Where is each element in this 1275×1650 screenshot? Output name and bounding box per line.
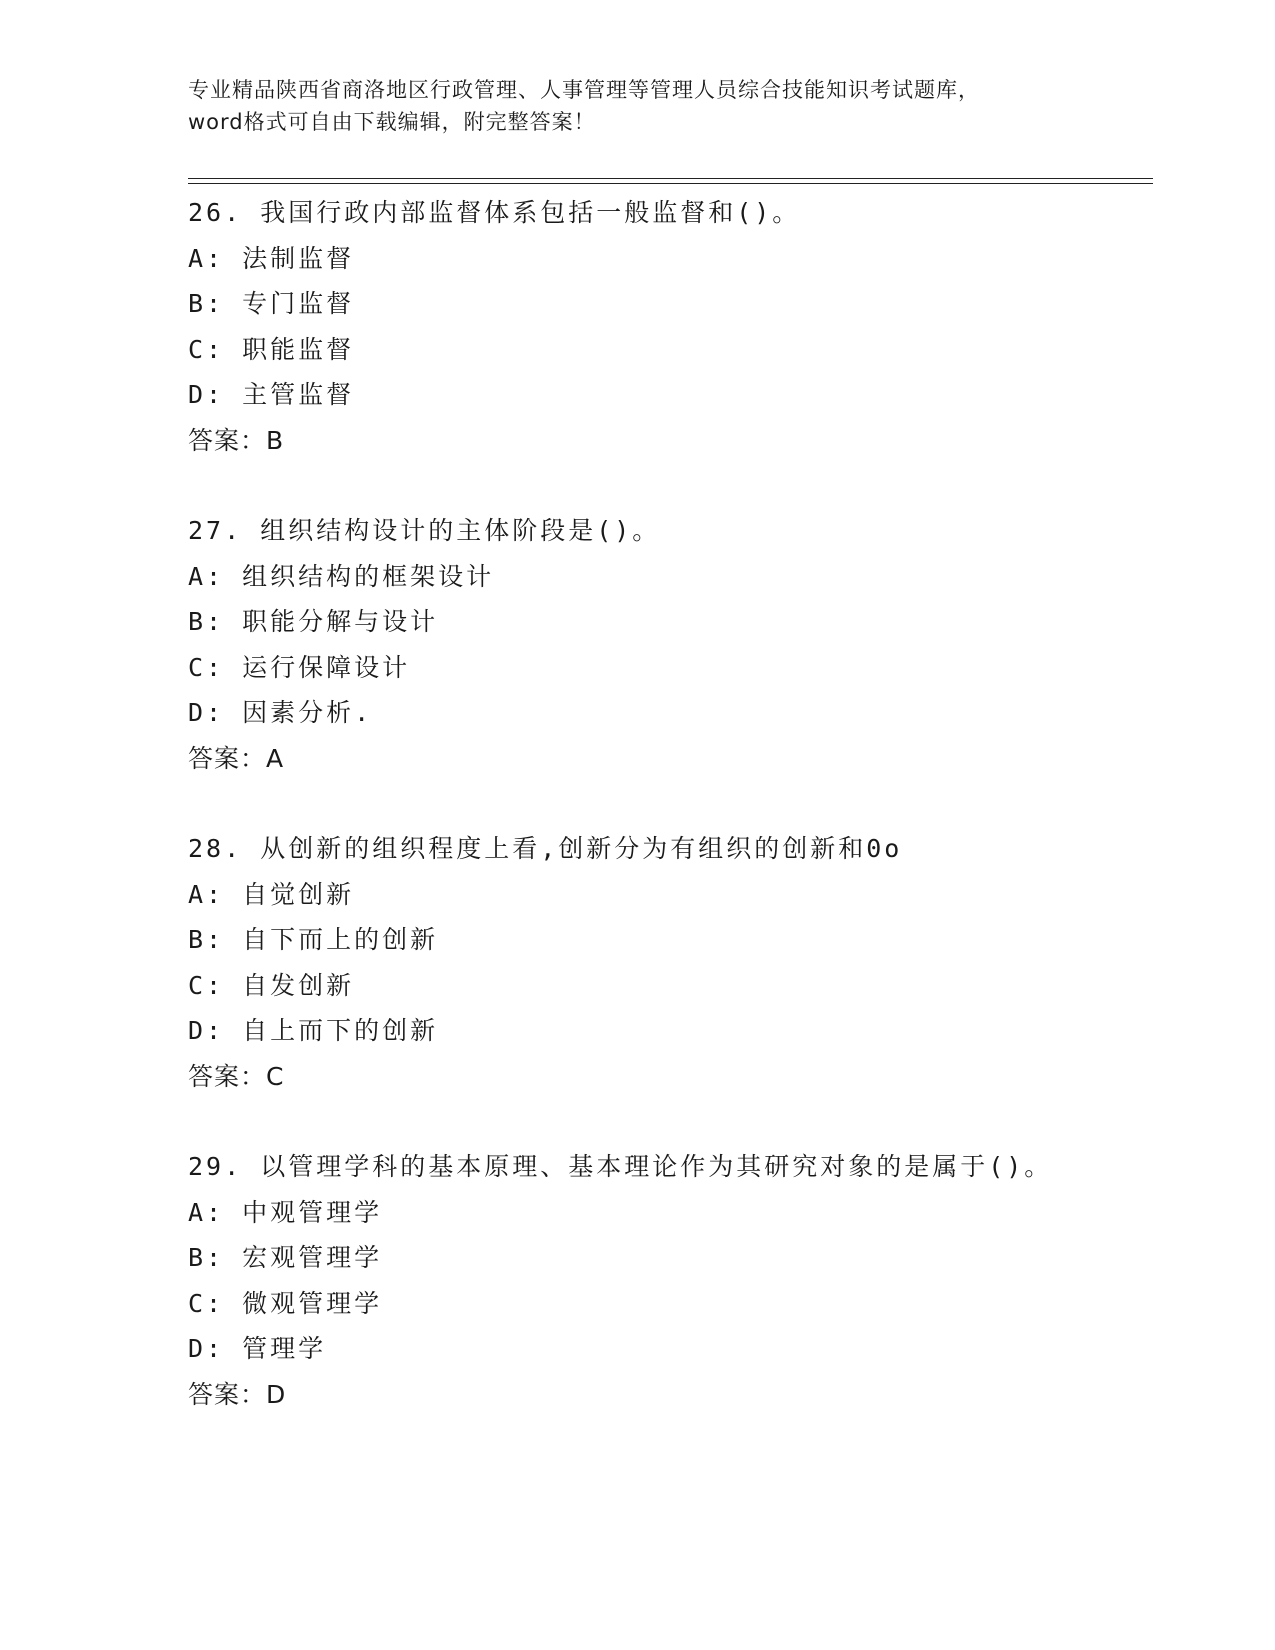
header-line-2: word格式可自由下载编辑，附完整答案！ [188, 110, 596, 134]
question-stem: 29. 以管理学科的基本原理、基本理论作为其研究对象的是属于()。 [188, 1152, 1053, 1181]
header-divider-top [188, 178, 1153, 179]
option-a: A: 中观管理学 [188, 1197, 383, 1227]
option-a: A: 组织结构的框架设计 [188, 561, 495, 591]
option-c: C: 职能监督 [188, 334, 355, 364]
option-d: D: 管理学 [188, 1334, 327, 1363]
question-stem: 26. 我国行政内部监督体系包括一般监督和()。 [188, 198, 801, 227]
option-d: D: 因素分析. [188, 698, 373, 727]
option-d: D: 主管监督 [188, 380, 355, 409]
option-b: B: 自下而上的创新 [188, 925, 439, 954]
question-stem: 28. 从创新的组织程度上看,创新分为有组织的创新和0o [188, 834, 903, 863]
answer: 答案：C [188, 1061, 285, 1091]
option-d: D: 自上而下的创新 [188, 1016, 439, 1045]
option-c: C: 微观管理学 [188, 1288, 383, 1318]
option-b: B: 职能分解与设计 [188, 607, 439, 636]
header-divider-bottom [188, 183, 1153, 184]
option-c: C: 运行保障设计 [188, 652, 411, 682]
question-27 [188, 508, 1148, 781]
question-28 [188, 826, 1148, 1099]
answer: 答案：D [188, 1379, 287, 1409]
answer: 答案：B [188, 425, 285, 455]
answer: 答案：A [188, 743, 285, 773]
option-b: B: 专门监督 [188, 289, 355, 318]
option-a: A: 自觉创新 [188, 879, 355, 909]
question-26 [188, 190, 1148, 463]
option-a: A: 法制监督 [188, 243, 355, 273]
question-stem: 27. 组织结构设计的主体阶段是()。 [188, 516, 661, 545]
document-header [188, 74, 1148, 138]
option-b: B: 宏观管理学 [188, 1243, 383, 1272]
header-line-1: 专业精品陕西省商洛地区行政管理、人事管理等管理人员综合技能知识考试题库， [188, 78, 980, 102]
option-c: C: 自发创新 [188, 970, 355, 1000]
question-29 [188, 1144, 1148, 1417]
